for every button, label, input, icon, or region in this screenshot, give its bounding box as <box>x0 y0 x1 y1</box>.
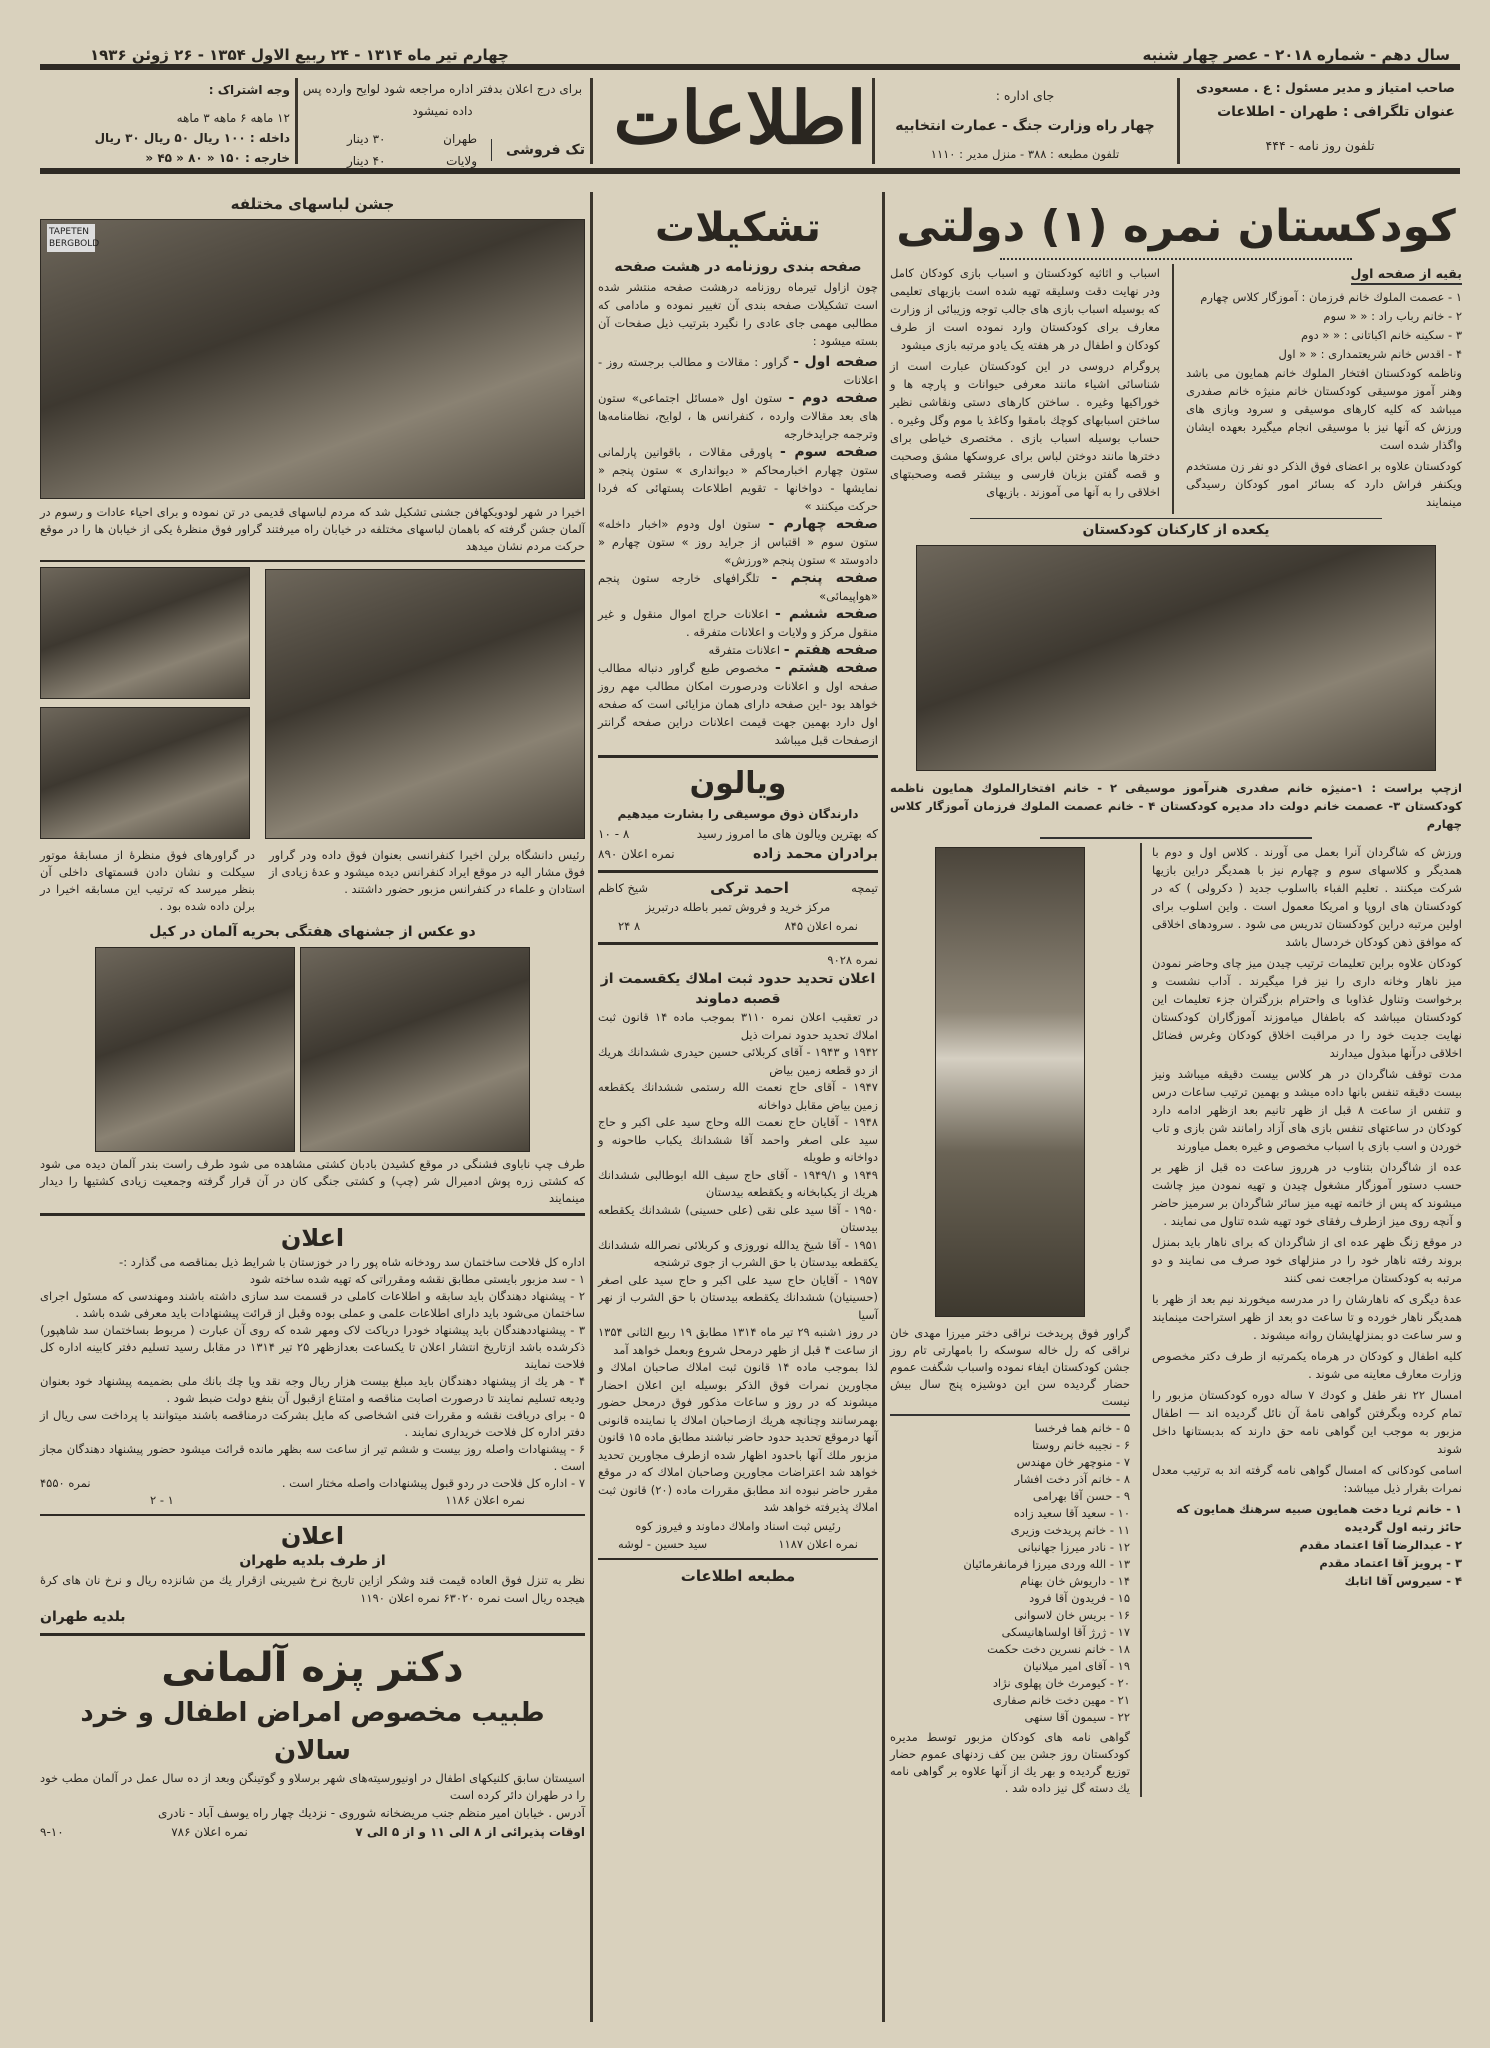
graduate-item: ۴ - سیروس آقا اتابك <box>1344 1574 1462 1588</box>
page-section-heading: صفحه هفتم - <box>783 642 878 658</box>
violin-ad-line: که بهترین ویالون های ما امروز رسید <box>696 827 878 841</box>
graduate-item: ۱۲ - نادر میرزا جهانبانی <box>1017 1540 1130 1554</box>
page-section-heading: صفحه ششم - <box>775 606 878 622</box>
subscription-periods: ۱۲ ماهه ۶ ماهه ۳ ماهه <box>176 111 290 125</box>
staff-item: ۱ - عصمت الملوك خانم فرزمان : آموزگار کلاس چهارم <box>1200 290 1462 304</box>
violin-ad-line: دارندگان ذوق موسیقی را بشارت میدهیم <box>617 807 859 821</box>
right-column <box>890 196 1462 1797</box>
office-label: جای اداره : <box>995 88 1055 103</box>
single-sale-label: تک فروشی <box>491 139 585 161</box>
article-paragraph: عدهٔ دیگری که ناهارشان را در مدرسه میخورند نیم بعد از ظهر با همدیگر ناهار خورده و تا ساعت دو بعد از ظهر استراحت مینمایند و سر ساعت دو بمنزلهایشان روانه میشوند . <box>1152 1292 1462 1342</box>
registry-ad-title: اعلان تحدید حدود ثبت املاك یکقسمت از قصبه دماوند <box>600 971 876 1007</box>
ad-run: ۸ ۲۴ <box>618 919 641 933</box>
subscription-foreign: خارجه : ۱۵۰ « ۸۰ « ۴۵ « <box>145 151 290 165</box>
graduate-item: ۱۵ - فریدون آقا فرود <box>1029 1591 1130 1605</box>
ad-number: نمره اعلان ۸۹۰ <box>598 847 675 861</box>
staff-item: ۲ - خانم رباب راد : « « سوم <box>1323 309 1462 323</box>
motorcycle-photo <box>40 567 250 699</box>
page-section-text: ستون اول ودوم «اخبار داخله» ستون سوم « اقتباس از جراید روز » ستون چهارم « دادوستد » ستون پنجم «ورزش» <box>598 517 878 567</box>
graduate-item: ۶ - نجیبه خانم روستا <box>1032 1438 1130 1452</box>
motorcycle-caption: در گراورهای فوق منظرهٔ از مسابقهٔ موتور سیکلت و نشان دادن قسمتهای داخلی آن بنظر میرسد که ترتیب این مسابقه اخیرا در برلن داده شده بود . <box>40 848 255 913</box>
staff-photo <box>916 545 1436 771</box>
graduate-item: ۱۳ - الله وردی میرزا فرمانفرمائیان <box>963 1557 1130 1571</box>
graduate-item: ۱۶ - بریس خان لاسوانی <box>1014 1608 1130 1622</box>
page-sections-list <box>598 353 878 749</box>
ad-run: ۱ - ۲ <box>150 1493 174 1507</box>
battleship-photo <box>300 947 530 1152</box>
registry-signer-name: سید حسین - لوشه <box>618 1536 708 1551</box>
girl-photo <box>935 847 1085 1317</box>
divider <box>598 870 878 873</box>
graduate-item: ۵ - خانم هما فرخسا <box>1034 1421 1130 1435</box>
registry-entry: ۱۹۵۰ - آقا سید علی نقی (علی حسینی) ششدانك یکقطعه بیدستان <box>598 1202 878 1234</box>
graduates-list <box>890 1420 1130 1726</box>
page-section <box>598 515 878 569</box>
registry-entry: ۱۹۴۸ - آقایان حاج نعمت الله وحاج سید علی اکبر و حاج سید علی اصغر واحمد آقا ششدانك یکباب طاحونه و دواخانه و طویله <box>598 1115 878 1164</box>
ad-code: نمره ۴۵۵۰ <box>40 1476 91 1490</box>
shop-sign: TAPETEN BERGBOLD <box>47 224 95 252</box>
article-paragraph: اسامی کودکانی که امسال گواهی نامه گرفته اند به ترتیب معدل نمرات بقرار ذیل میباشد: <box>1152 1463 1462 1495</box>
sailing-ship-photo <box>95 947 295 1152</box>
divider <box>590 78 593 164</box>
graduate-item: ۱ - خانم ثریا دخت همایون صبیه سرهنك همایون که حائز رتبه اول گردیده <box>1176 1502 1462 1534</box>
page-section-heading: صفحه دوم - <box>788 390 878 406</box>
article-paragraph: کلیه اطفال و کودکان در هرماه یکمرتبه از طرف دکتر مخصوص وزارت معارف معاینه می شوند . <box>1152 1349 1462 1381</box>
divider <box>295 78 298 164</box>
ad-title: اعلان <box>280 1224 345 1252</box>
staff-photo-title: یکعده از کارکنان کودکستان <box>970 518 1382 541</box>
registry-entry: ۱۹۵۷ - آقایان حاج سید علی اکبر و حاج سید علی اصغر (حسینیان) ششدانك یکقطعه بیدستان با حق الشرب از نهر آسیا <box>598 1272 878 1322</box>
article-paragraph: پروگرام دروسی در این کودکستان عبارت است از شناسائی اشیاء مانند معرفی حیوانات و پارچه ها و خوراکیها وغیره . ساختن کارهای دستی ونقاشی نظیر ساختن اسبابهای کوچك بامقوا وکاغذ یا موم وگل وغیره . حساب بوسیله اسباب بازی . مختصری خیاطی برای دخترها مانند دوختن لباس برای عروسکها مشق وصحبت و قصه گفتن بزبان فارسی و بیشتر قصه وصحبتهای اخلاقی را به آنها می آموزند . بازیهای <box>890 359 1160 499</box>
newspaper-logo: اطلاعات <box>613 75 867 160</box>
masthead-owner-box <box>1185 76 1455 158</box>
registry-entry: ۱۹۴۲ و ۱۹۴۳ - آقای کربلائی حسین حیدری ششدانك هریك از دو قطعه زمین بیاض <box>598 1045 878 1077</box>
registry-signer: رئیس ثبت اسناد واملاك دماوند و فیروز کوه <box>635 1518 841 1533</box>
certificates-note: گواهی نامه های کودکان مزبور توسط مدیره کودکستان روز جشن بین کف زدنهای عموم حضار توزیع گردیده و بهر یك از آنها علاوه بر گواهی نامه یك دسته گل نیز داده شد . <box>890 1730 1130 1795</box>
page-section-text: اعلانات حراج اموال منقول و غیر منقول مرکز و ولایات و اعلانات متفرقه . <box>598 607 878 639</box>
printer-name: مطبعه اطلاعات <box>680 1566 796 1585</box>
ads-note: برای درج اعلان بدفتر اداره مراجعه شود لوایح وارده پس داده نمیشود <box>302 82 583 118</box>
page-section <box>598 569 878 605</box>
ad-item: ۷ - اداره کل فلاحت در ردو قبول پیشنهادات واصله مختار است . <box>281 1476 585 1490</box>
ad-run: ۸ - ۱۰ <box>598 827 630 841</box>
doctor-ad-subtitle: طبیب مخصوص امراض اطفال و خرد سالان <box>80 1698 545 1766</box>
graduate-item: ۲۱ - مهین دخت خانم صفاری <box>992 1693 1130 1707</box>
page-section-text: تلگرافهای خارجه ستون پنجم «هواپیمائی» <box>598 571 878 603</box>
prices-box <box>300 78 585 172</box>
page-section-heading: صفحه اول - <box>793 354 879 370</box>
kindergarten-article-continued <box>1152 843 1462 1797</box>
motor-engine-photo <box>40 707 250 839</box>
divider <box>40 1514 585 1516</box>
price-value: ۳۰ دینار <box>347 132 386 146</box>
land-registry-ad <box>598 951 878 1553</box>
graduate-item: ۷ - منوچهر خان مهندس <box>1016 1455 1130 1469</box>
staff-item: ۳ - سکینه خانم اکباتانی : « « دوم <box>1300 328 1462 342</box>
page-section <box>598 353 878 389</box>
page-layout-article <box>598 256 878 749</box>
graduate-item: ۹ - حسن آقا بهرامی <box>1032 1489 1130 1503</box>
violin-ad <box>598 764 878 864</box>
office-box <box>880 84 1170 166</box>
ad-item: ۵ - برای دریافت نقشه و مقررات فنی اشخاصی که مایل بشرکت درمناقصه باشند میتوانند با پرداخت سی ریال از دفتر اداره کل فلاحت خریداری نمایند . <box>40 1408 585 1439</box>
graduate-item: ۳ - پرویز آقا اعتماد مقدم <box>1319 1556 1462 1570</box>
registry-entry: لذا بموجب ماده ۱۴ قانون ثبت املاك صاحبان املاك و مجاورین نمرات فوق الذکر بوسیله این اعلان احضار میشوند که در روز و ساعات مذکور فوق درمحل حضور بهمرسانند وچنانچه هریك ازصاحبان املاك یا نماینده قانونی آنها درموقع تحدید حدود حاضر نباشند مطابق ماده ۱۵ قانون مزبور ملك آنها باحدود اظهار شده ازطرف مجاورین تحدید خواهد شد اعتراضات مجاورین وصاحبان املاك که در موقع مقرر حاضر نبوده اند مطابق مقررات ماده (۲۰) قانون ثبت املاك پذیرفته خواهد شد <box>598 1360 879 1514</box>
graduate-item: ۲ - عبدالرضا آقا اعتماد مقدم <box>1299 1538 1462 1552</box>
doctor-hours-row <box>40 1823 585 1842</box>
newspaper-phone: تلفون روز نامه - ۴۴۴ <box>1265 138 1375 153</box>
kindergarten-headline: کودکستان نمره (۱) دولتی <box>896 201 1456 252</box>
article-paragraph: امسال ۲۲ نفر طفل و کودك ۷ ساله دوره کودکستان مزبور را تمام کرده وبگرفتن گواهی نامهٔ آن نائل گردیده اند — اطفال مزبور به موجب این گواهی نامه حق دارند که بدبستانها داخل شوند <box>1152 1388 1463 1456</box>
divider <box>1000 258 1352 260</box>
masthead-bottom-rule <box>40 168 1460 174</box>
divider <box>598 755 878 758</box>
article-paragraph: مدت توقف شاگردان در هر کلاس بیست دقیقه میباشد ونیز بیست دقیقه تنفس بانها داده میشد و بهمین ترتیب ساعات درس و تنفس از ساعت ۸ قبل از ظهر تانیم بعد ازظهر ادامه دارد کودکان در ساعتهای تنفس بازی های آزاد رامانند شن بازی و تاب خوردن و اسب بازی با اسباب مخصوص و غیره بعمل میاورند <box>1152 1067 1462 1153</box>
girl-photo-caption: گراور فوق پریدخت نراقی دختر میرزا مهدی خان نراقی که رل خاله سوسکه را بامهارتی تام روز جشن کودکستان ایفاء نموده واسباب شگفت عموم حضار گردیده سن این دوشیزه پنج سال بیش نیست <box>890 1325 1130 1416</box>
organization-title: تشکیلات <box>655 205 821 251</box>
doctor-address: آدرس . خیابان امیر منظم جنب مریضخانه شوروی - نزدیك چهار راه یوسف آباد - نادری <box>157 1806 585 1820</box>
navy-photos <box>40 947 585 1152</box>
article-paragraph: کودکستان علاوه بر اعضای فوق الذکر دو نفر زن مستخدم ویکنفر فراش دارد که بسائر امور کودکان رسیدگی مینمایند <box>1186 459 1462 509</box>
price-place: طهران <box>443 132 478 146</box>
staff-list <box>1186 264 1462 514</box>
ad-intro: اداره کل فلاحت ساختمان سد رودخانه شاه پور را در خوزستان با شرایط ذیل بمناقصه می گذارد :- <box>119 1255 585 1269</box>
ad-number: نمره اعلان ۱۱۸۷ <box>778 1536 858 1551</box>
graduate-item: ۸ - خانم آذر دخت افشار <box>1014 1472 1130 1486</box>
stamp-ad-bazaar: تیمچه <box>851 881 878 895</box>
page-section-text: اعلانات متفرقه <box>708 643 781 657</box>
page-section <box>598 659 878 749</box>
left-section <box>40 192 585 1842</box>
registry-entry: در روز ۱شنبه ۲۹ تیر ماه ۱۳۱۴ مطابق ۱۹ ربیع الثانی ۱۳۵۴ از ساعت ۴ قبل از ظهر درمحل شروع وبعمل خواهد آمد <box>598 1325 879 1357</box>
divider <box>40 1633 585 1636</box>
festival-caption: اخیرا در شهر لودویکهافن جشنی تشکیل شد که مردم لباسهای قدیمی در تن نموده و برای احیاء عادات و رسوم در آلمان جشن گرفته که باهمان لباسهای مختلفه در خیابان راه میرفتند گراور فوق منظرهٔ یکی از خیابان ها را در موقع حرکت مردم نشان میدهد <box>40 505 585 553</box>
ad-item: ۳ - پیشنهاددهندگان باید پیشنهاد خودرا دریاکت لاک ومهر شده که روی آن عبارت ( مربوط بساختمان سد شاهپور) ذکرشده باشد ازتاریخ انتشار اعلان تا یکساعت بعدازظهر ۲۵ تیر ۱۳۱۴ در مقابل رسید تسلیم دفتر کابینه اداره کل فلاحت نمایند <box>40 1323 586 1371</box>
graduate-item: ۲۰ - کیومرث خان پهلوی نژاد <box>992 1676 1130 1690</box>
ad-title: اعلان <box>280 1522 345 1550</box>
ad-number: نمره اعلان ۷۸۶ <box>171 1825 248 1839</box>
article-paragraph: وناظمه کودکستان افتخار الملوك خانم همایون می باشد وهنر آموز موسیقی کودکستان خانم منیژه خانم صفدری میباشد که کلیه کارهای موسیقی و سرود وبازی های ورزش که آنها نیز با موسیقی انجام میگیرد بعهده ایشان واگذار شده است <box>1186 366 1462 452</box>
article-paragraph: ورزش که شاگردان آنرا بعمل می آورند . کلاس اول و دوم با همدیگر و کلاسهای سوم و چهارم نیز با همدیگر دراین بازیها شرکت میکنند . تعلیم الفباء بااسلوب جدید ( دکرولی ) که در کودکستان های اروپا و امریکا معمول است . واین اسلوب برای اولین مرتبه دراین کودکستان تدریس می شود . سرودهای اخلاقی که موافق ذهن کودکان خردسال باشد <box>1152 845 1462 949</box>
registry-entry: ۱۹۵۱ - آقا شیخ یدالله نوروزی و کربلائی نصرالله ششدانك یکقطعه بیدستان با حق الشرب از جوی ترشنجه <box>598 1237 878 1269</box>
owner: صاحب امتیاز و مدیر مسئول : ع . مسعودی <box>1196 80 1455 95</box>
article-paragraph: اسباب و اثاثیه کودکستان و اسباب بازی کودکان کامل ودر نهایت دقت وسلیقه تهیه شده است بازیهای تعلیمی که بوسیله اسباب بازی های جالب توجه وزیبائی از وزارت معارف برای کودکستان وارد نموده است از طرف کودکان و اطفال در هر هفته یک یادو مرتبه بازی میشود <box>890 266 1160 352</box>
page-section-heading: صفحه هشتم - <box>775 660 879 676</box>
stamp-ad <box>598 879 878 936</box>
page-section-text: گراور : مقالات و مطالب برجسته روز - اعلانات <box>598 355 878 387</box>
ad-item: ۲ - پیشنهاد دهندگان باید سابقه و اطلاعات کاملی در قسمت سد سازی داشته باشند ومهندسی که مسئول اجرای ساختمان می‌شود باید دارای اطلاعات علمی و عملی بوده وقبل از قرائت پیشنهادات باید معرفی شده باشد . <box>40 1289 585 1320</box>
column-divider <box>1172 264 1174 514</box>
article-paragraph: کودکان علاوه براین تعلیمات ترتیب چیدن میز چای وحاضر نمودن میز ناهار وخانه داری را نیز فرا میگیرند . آداب نشست و برخواست وتناول غذاوبا ی واحترام بزرگتران جزء تعلیمات این کودکستان میباشد که باطفال میاموزند آموزگاران کودکستان نهایت جدیت خود را در مراقبت اخلاق کودکان وغرس فضائل اخلاقی درآنها مبذول میدارند <box>1152 956 1462 1060</box>
kindergarten-article-left <box>890 264 1160 514</box>
photo-group <box>40 567 585 839</box>
price-value: ۴۰ دینار <box>347 154 386 168</box>
conference-caption: رئیس دانشگاه برلن اخیرا کنفرانسی بعنوان فوق داده ودر گراور فوق مشار الیه در موقع ایراد کنفرانس دیده میشود و عدهٔ زیادی از استادان و علماء در کنفرانس مزبور حضور داشتند . <box>269 848 585 896</box>
registry-ad-body <box>598 1009 878 1517</box>
article-paragraph: در موقع زنگ ظهر عده ای از شاگردان که برای ناهار باید بمنزل بروند رفته ناهار خود را در منزلهای خود صرف می نمایند و دو مرتبه به کودکستان مراجعت نمی کنند <box>1152 1235 1462 1285</box>
column-divider <box>882 192 885 2022</box>
subscription-box <box>45 80 290 168</box>
navy-caption: طرف چپ ناباوی فشنگی در موقع کشیدن بادبان کشتی مشاهده می شود طرف راست بندر آلمان دیده می شود که کشتی زره پوش ادمیرال شر (چپ) و کشتی جنگی کان در آن قرار گرفته وجمعیت زیادی کشتیها را دیدار مینمایند <box>40 1157 585 1205</box>
page-section-heading: صفحه سوم - <box>779 444 878 460</box>
caption-row <box>40 847 585 915</box>
divider <box>598 1558 878 1560</box>
doctor-ad-body: اسیستان سابق کلنیکهای اطفال در اونیورسیته‌های شهر برسلاو و گوتینگن وبعد از ده سال عمل در آلمان مطب خود را در طهران دائر کرده است <box>40 1771 585 1802</box>
ad-number: نمره اعلان ۱۱۸۶ <box>445 1493 525 1507</box>
article-paragraph: عده از شاگردان بتناوب در هرروز ساعت ده قبل از ظهر بر حسب دستور آموزگار مشغول چیدن و تهیه نمودن میز چاشت میشوند که پس از خاتمه تهیه میز سائر شاگردان بر سرمیز حاضر و آنچه روی میز ازطرف رفقای خود تهیه شده تناول می نمایند . <box>1152 1160 1462 1228</box>
staff-item: ۴ - اقدس خانم شریعتمداری : « « اول <box>1278 347 1462 361</box>
violin-ad-title: ویالون <box>689 766 787 801</box>
ad-run: ۹-۱۰ <box>40 1825 64 1839</box>
violin-ad-sign: برادران محمد زاده <box>752 846 878 862</box>
page-section-text: ستون اول «مسائل اجتماعی» ستون های بعد مقالات وارده ، کنفرانس ها ، لوایح، نظامنامه‌ها وترجمه جرایدخارجه <box>598 391 878 441</box>
price-place: ولایات <box>446 154 478 168</box>
divider <box>598 942 878 945</box>
navy-title: دو عکس از جشنهای هفتگی بحریه آلمان در کیل <box>149 924 476 940</box>
page-section-heading: صفحه چهارم - <box>768 516 879 532</box>
stamp-ad-name: احمد ترکی <box>710 879 789 897</box>
girl-photo-column <box>890 843 1130 1797</box>
ad-item: ۴ - هر یك از پیشنهاد دهندگان باید مبلغ بیست هزار ریال وجه نقد ویا چك بانك ملی بضمیمه پیشنهاد خود بعنوان ودیعه تسلیم نمایند تا درصورت اصابت مناقصه و امتناع ازقبول آن بنفع دولت ضبط شود . <box>40 1374 585 1405</box>
page-section <box>598 389 878 443</box>
doctor-ad-title: دکتر پزه آلمانی <box>161 1645 464 1691</box>
column-divider <box>590 192 593 2022</box>
divider <box>1177 78 1180 164</box>
registry-entry: در تعقیب اعلان نمره ۳۱۱۰ بموجب ماده ۱۴ قانون ثبت املاك تحدید حدود نمرات ذیل <box>598 1010 878 1042</box>
divider <box>1040 837 1312 839</box>
page-section-heading: صفحه پنجم - <box>771 570 878 586</box>
continued-label: بقیه از صفحه اول <box>1351 264 1462 285</box>
divider <box>40 560 585 562</box>
municipality-sign: بلدیه طهران <box>40 1609 126 1625</box>
article-columns <box>890 264 1462 514</box>
registry-entry: ۱۹۴۷ - آقای حاج نعمت الله رستمی ششدانك یکقطعه زمین بیاض مقابل دواخانه <box>598 1080 878 1112</box>
municipality-ad-body: نظر به تنزل فوق العاده قیمت قند وشکر ازاین تاریخ نرخ شیرینی ازقرار یك من شانزده ریال و نرخ نان های کرهٔ هیجده ریال است نمره ۶۳۰۲۰ نمره اعلان ۱۱۹۰ <box>40 1573 585 1605</box>
middle-column <box>598 200 878 1587</box>
page-section-text: مخصوص طبع گراور دنباله مطالب صفحه اول و اعلانات ودرصورت امکان مطالب مهم روز خواهد بود -این صفحه دارای همان مزایائی است که صفحه اول دارد بهمین جهت قیمت اعلانات دراین صفحه گرانتر ازصفحات قبل میباشد <box>598 661 878 747</box>
telegraph-address: عنوان تلگرافی : طهران - اطلاعات <box>1217 104 1455 120</box>
page-section <box>598 605 878 641</box>
graduate-item: ۱۴ - داریوش خان بهنام <box>1020 1574 1130 1588</box>
staff-photo-caption: ازچپ براست : ۱-منیژه خانم صفدری هنرآموز موسیقی ۲ - خانم افتخارالملوك همایون ناظمه کودکستان ۳- عصمت خانم دولت داد مدیره کودکستان ۴ - خانم عصمت الملوك فرزمان آموزگار کلاس چهارم <box>890 781 1463 831</box>
registry-entry: ۱۹۴۹ و ۱۹۴۹/۱ - آقای حاج سیف الله ابوطالبی ششدانك هریك از یکبابخانه و یکقطعه بیدستان <box>598 1167 878 1199</box>
divider <box>40 1213 585 1216</box>
article-intro: چون ازاول تیرماه روزنامه درهشت صفحه منتشر شده است تشکیلات صفحه بندی آن تغییر نموده و مادامی که مطالبی مهمی جای عادی را نگیرد بترتیب ذیل صفحات آن بسته میشود : <box>598 280 878 348</box>
issue-info: سال دهم - شماره ۲۰۱۸ - عصر چهار شنبه <box>1142 46 1450 64</box>
column-divider <box>1140 843 1142 1797</box>
ad-number: نمره اعلان ۸۴۵ <box>784 919 858 933</box>
office-address: چهار راه وزارت جنگ - عمارت انتخابیه <box>895 118 1155 134</box>
stamp-ad-line: مرکز خرید و فروش تمبر باطله درتبریز <box>645 900 831 914</box>
festival-title: جشن لباسهای مختلفه <box>230 195 395 213</box>
graduate-item: ۱۷ - ژرژ آقا اولساهانیسکی <box>1001 1625 1130 1639</box>
stamp-ad-street: شیخ کاظم <box>598 881 648 895</box>
graduate-item: ۱۸ - خانم نسرین دخت حکمت <box>987 1642 1130 1656</box>
page-section <box>598 641 878 659</box>
graduate-item: ۱۹ - آقای امیر میلانیان <box>1023 1659 1130 1673</box>
dam-tender-ad <box>40 1254 585 1509</box>
ad-item: ۶ - پیشنهادات واصله روز بیست و ششم تیر از ساعت سه بظهر مانده قرائت میشود حضور پیشنهاد دهندگان مجاز است . <box>40 1442 585 1473</box>
conference-photo <box>265 569 585 839</box>
doctor-hours: اوقات پذیرائی از ۸ الی ۱۱ و از ۵ الی ۷ <box>355 1825 585 1839</box>
lower-columns <box>890 843 1462 1797</box>
page-section <box>598 443 878 515</box>
ad-subtitle: از طرف بلدیه طهران <box>239 1553 386 1569</box>
article-subtitle: صفحه بندی روزنامه در هشت صفحه <box>614 259 862 275</box>
graduate-item: ۲۲ - سیمون آقا سنهی <box>1024 1710 1130 1724</box>
graduate-item: ۱۰ - سعید آقا سعید زاده <box>1013 1506 1130 1520</box>
office-phone: تلفون مطبعه : ۳۸۸ - منزل مدیر : ۱۱۱۰ <box>930 147 1120 161</box>
graduate-item: ۱۱ - خانم پریدخت وزیری <box>1010 1523 1130 1537</box>
ad-code: نمره ۹۰۲۸ <box>827 953 878 967</box>
subscription-label: وجه اشتراک : <box>208 83 290 97</box>
issue-date: چهارم تیر ماه ۱۳۱۴ - ۲۴ ربیع الاول ۱۳۵۴ - ۲۶ ژوئن ۱۹۳۶ <box>90 46 509 64</box>
festival-photo <box>40 219 585 499</box>
page-section-text: پاورقی مقالات ، باقوانین پارلمانی ستون چهارم اخبارمحاکم « دیوانداری » ستون پنجم « نمایشها - دواخانها - تقویم اطلاعات پستهائی که فردا حرکت میکنند » <box>598 445 878 513</box>
subscription-domestic: داخله : ۱۰۰ ریال ۵۰ ریال ۳۰ ریال <box>94 131 290 145</box>
ad-item: ۱ - سد مزبور بایستی مطابق نقشه ومقرراتی که تهیه شده ساخته شود <box>249 1272 585 1286</box>
